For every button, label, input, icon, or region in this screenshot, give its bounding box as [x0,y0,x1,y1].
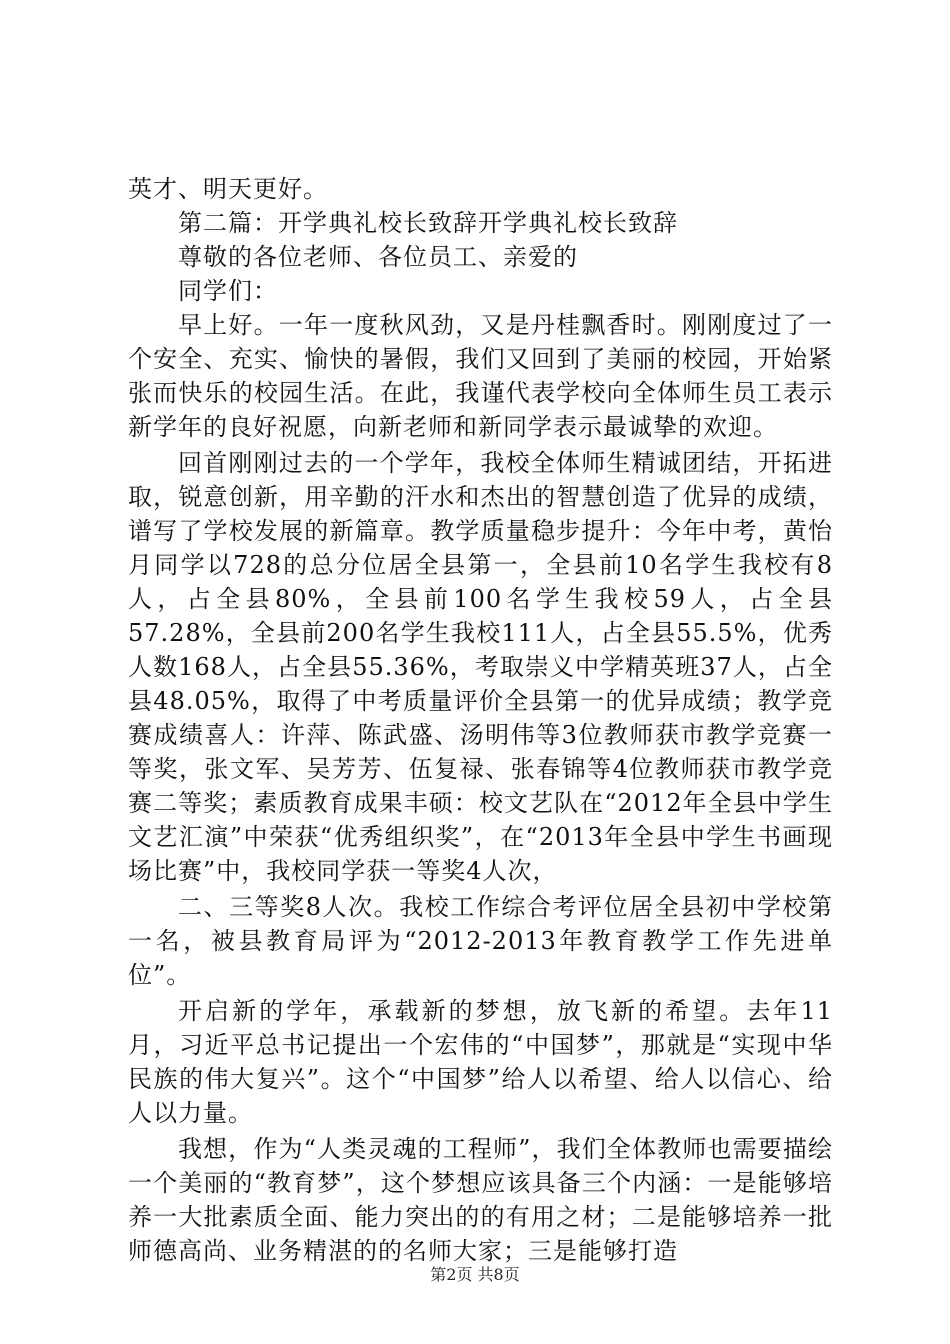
salutation-line: 同学们： [178,277,278,305]
page-number-footer: 第2页 共8页 [430,1265,520,1284]
salutation-line: 尊敬的各位老师、各位员工、亲爱的 [178,243,578,271]
body-paragraph: 我想，作为“人类灵魂的工程师”，我们全体教师也需要描绘一个美丽的“教育梦”，这个梦想应该具备三个内涵：一是能够培养一大批素质全面、能力突出的的有用之材；二是能够培养一批师德高尚、业务精湛的的名师大家；三是能够打造 [128,1135,833,1265]
body-paragraph: 开启新的学年，承载新的梦想，放飞新的希望。去年11月，习近平总书记提出一个宏伟的“中国梦”，那就是“实现中华民族的伟大复兴”。这个“中国梦”给人以希望、给人以信心、给人以力量。 [128,997,833,1127]
body-paragraph: 二、三等奖8人次。我校工作综合考评位居全县初中学校第一名，被县教育局评为“2012-2013年教育教学工作先进单位”。 [128,893,833,989]
paragraph-continuation: 英才、明天更好。 [128,175,328,203]
body-paragraph: 早上好。一年一度秋风劲，又是丹桂飘香时。刚刚度过了一个安全、充实、愉快的暑假，我们又回到了美丽的校园，开始紧张而快乐的校园生活。在此，我谨代表学校向全体师生员工表示新学年的良好祝愿，向新老师和新同学表示最诚挚的欢迎。 [128,311,833,441]
body-paragraph: 回首刚刚过去的一个学年，我校全体师生精诚团结，开拓进取，锐意创新，用辛勤的汗水和杰出的智慧创造了优异的成绩，谱写了学校发展的新篇章。教学质量稳步提升：今年中考，黄怡月同学以728的总分位居全县第一，全县前10名学生我校有8人，占全县80%，全县前100名学生我校59人，占全县57.28%，全县前200名学生我校111人，占全县55.5%，优秀人数168人，占全县55.36%，考取崇义中学精英班37人，占全县48.05%，取得了中考质量评价全县第一的优异成绩；教学竞赛成绩喜人：许萍、陈武盛、汤明伟等3位教师获市教学竞赛一等奖，张文军、吴芳芳、伍复禄、张春锦等4位教师获市教学竞赛二等奖；素质教育成果丰硕：校文艺队在“2012年全县中学生文艺汇演”中荣获“优秀组织奖”，在“2013年全县中学生书画现场比赛”中，我校同学获一等奖4人次， [128,449,833,885]
document-body [128,172,833,1268]
section-heading: 第二篇：开学典礼校长致辞开学典礼校长致辞 [178,209,678,237]
